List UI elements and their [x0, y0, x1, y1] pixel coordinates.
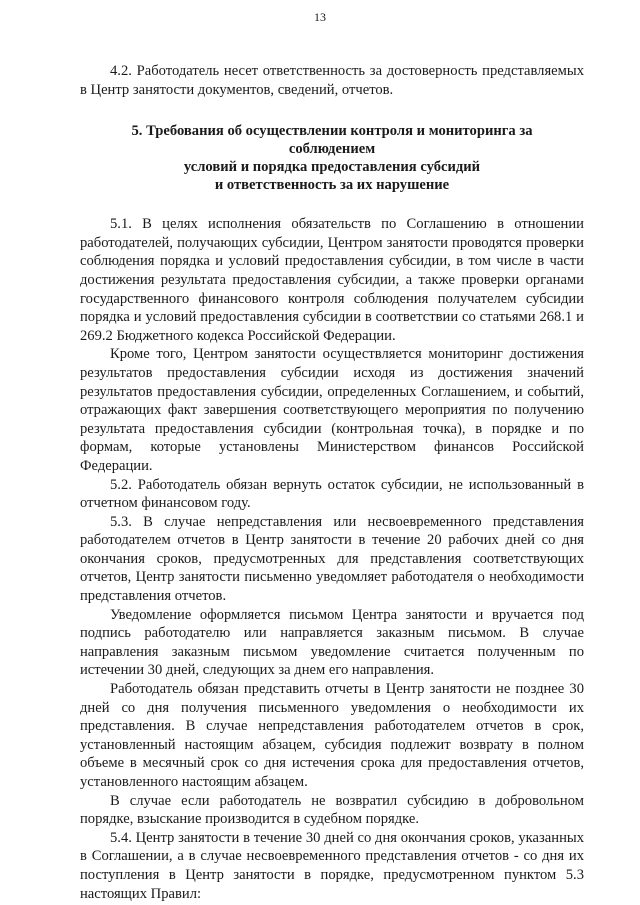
paragraph-5-1: 5.1. В целях исполнения обязательств по Соглашению в отношении работодателей, получающих субсидии, Центром занятости проводятся проверки соблюдения порядка и условий предоставления субсидии, в том числе в части достижения результата предоставления субсидии, а также проверки органами государственного финансового контроля соблюдения получателем субсидии порядка и условий предоставления субсидии в соответствии со статьями 268.1 и 269.2 Бюджетного кодекса Российской Федерации. [80, 216, 584, 344]
heading-line-3: условий и порядка предоставления субсидий [183, 159, 481, 176]
document-body [80, 62, 584, 903]
paragraph-5-3: 5.3. В случае непредставления или несвоевременного представления работодателем отчетов в Центр занятости в течение 20 рабочих дней со дня окончания сроков, предусмотренных для представления соответствующих отчетов, Центр занятости письменно уведомляет работодателя о необходимости представления отчетов. [80, 513, 584, 605]
page-number: 13 [314, 10, 326, 24]
heading-line-1: 5. Требования об осуществлении контроля и мониторинга за [131, 123, 533, 140]
paragraph-5-2: 5.2. Работодатель обязан вернуть остаток субсидии, не использованный в отчетном финансовом году. [80, 476, 584, 512]
heading-line-2: соблюдением [288, 141, 376, 158]
paragraph-monitoring: Кроме того, Центром занятости осуществляется мониторинг достижения результатов предоставления субсидии исходя из достижения значений результатов предоставления субсидии, определенных Соглашением, и событий, отражающих факт завершения соответствующего мероприятия по получению результата предоставления субсидии (контрольная точка), в порядке и по формам, которые установлены Министерством финансов Российской Федерации. [80, 346, 584, 474]
paragraph-4-2: 4.2. Работодатель несет ответственность за достоверность представляемых в Центр занятости документов, сведений, отчетов. [80, 63, 584, 98]
heading-line-4: и ответственность за их нарушение [214, 177, 450, 194]
paragraph-court-recovery: В случае если работодатель не возвратил субсидию в добровольном порядке, взыскание производится в судебном порядке. [80, 792, 584, 828]
section-5-heading [80, 122, 584, 194]
paragraph-notification: Уведомление оформляется письмом Центра занятости и вручается под подпись работодателю или направляется заказным письмом. В случае направления заказным письмом уведомление считается полученным по истечении 30 дней, следующих за днем его направления. [80, 606, 584, 679]
paragraph-reports-deadline: Работодатель обязан представить отчеты в Центр занятости не позднее 30 дней со дня получения письменного уведомления о необходимости их представления. В случае непредставления работодателем отчетов в срок, установленный настоящим абзацем, субсидия подлежит возврату в полном объеме в месячный срок со дня истечения срока для предоставления отчетов, установленного настоящим абзацем. [80, 681, 584, 790]
paragraph-5-4: 5.4. Центр занятости в течение 30 дней со дня окончания сроков, указанных в Соглашении, а в случае несвоевременного представления отчетов - со дня их поступления в Центр занятости в порядке, предусмотренном пунктом 5.3 настоящих Правил: [80, 829, 584, 902]
